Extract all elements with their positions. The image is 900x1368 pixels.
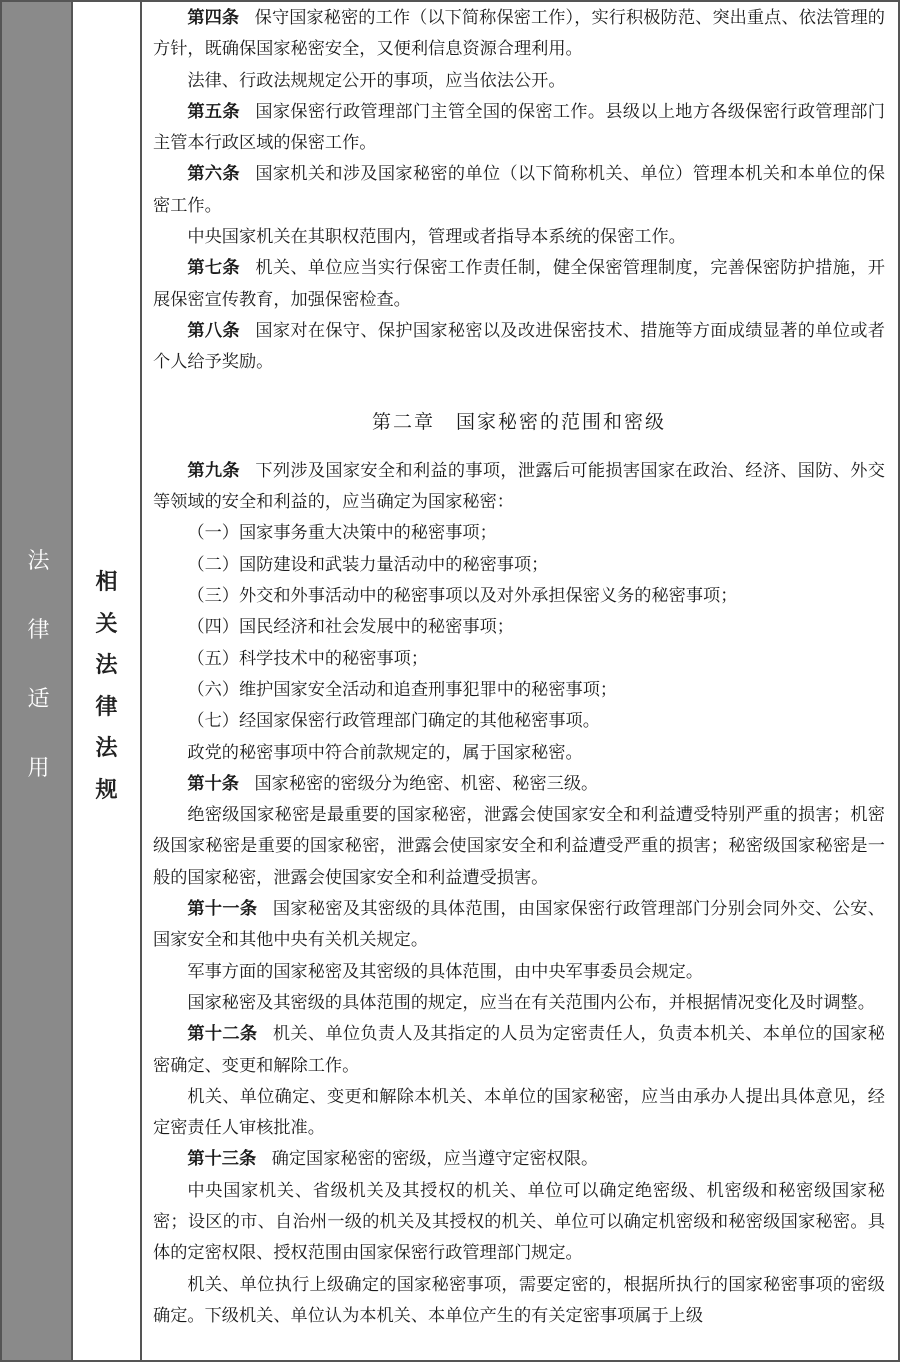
article-paragraph (153, 738, 885, 769)
subcategory-label (73, 565, 140, 814)
category-char: 律 (27, 618, 50, 643)
articles-after-chapter (153, 456, 885, 1332)
article-text: 中央国家机关在其职权范围内，管理或者指导本系统的保密工作。 (187, 227, 686, 248)
article-text: 国家对在保守、保护国家秘密以及改进保密技术、措施等方面成绩显著的单位或者个人给予奖励。 (153, 320, 885, 373)
article-paragraph (153, 1176, 885, 1270)
articles-before-chapter (153, 3, 885, 379)
article-number: 第六条 (187, 164, 240, 185)
article-paragraph (153, 1144, 885, 1175)
article-paragraph (153, 66, 885, 97)
category-label (2, 542, 75, 818)
article-text: 军事方面的国家秘密及其密级的具体范围，由中央军事委员会规定。 (187, 961, 704, 982)
article-paragraph (153, 957, 885, 988)
subcategory-char: 法 (95, 736, 118, 761)
article-paragraph (153, 550, 885, 581)
article-text: 国家秘密及其密级的具体范围，由国家保密行政管理部门分别会同外交、公安、国家安全和其他中央有关机关规定。 (153, 899, 885, 951)
subcategory-char: 法 (95, 653, 118, 678)
article-paragraph (153, 1270, 885, 1333)
article-number: 第九条 (187, 460, 240, 481)
article-text: 政党的秘密事项中符合前款规定的，属于国家秘密。 (187, 742, 583, 763)
article-text: 下列涉及国家安全和利益的事项，泄露后可能损害国家在政治、经济、国防、外交等领域的安全和利益的，应当确定为国家秘密： (153, 460, 885, 513)
article-paragraph (153, 159, 885, 222)
category-char: 用 (27, 756, 50, 781)
article-text: 法律、行政法规规定公开的事项，应当依法公开。 (187, 70, 566, 91)
article-text: 国家秘密的密级分为绝密、机密、秘密三级。 (254, 773, 599, 794)
article-text: （三）外交和外事活动中的秘密事项以及对外承担保密义务的秘密事项； (187, 586, 738, 607)
article-number: 第十三条 (187, 1149, 257, 1170)
article-paragraph (153, 894, 885, 957)
subcategory-char: 关 (95, 611, 118, 637)
article-paragraph (153, 706, 885, 737)
article-number: 第八条 (187, 320, 240, 341)
article-number: 第七条 (187, 258, 240, 279)
chapter-title: 第二章 国家秘密的范围和密级 (371, 410, 666, 433)
article-paragraph (153, 456, 885, 519)
article-text: 国家秘密及其密级的具体范围的规定，应当在有关范围内公布，并根据情况变化及时调整。 (187, 992, 875, 1013)
article-paragraph (153, 988, 885, 1019)
article-text: 绝密级国家秘密是最重要的国家秘密，泄露会使国家安全和利益遭受特别严重的损害；机密级国家秘密是重要的国家秘密，泄露会使国家安全和利益遭受严重的损害；秘密级国家秘密是一般的国家秘密，泄露会使国家安全和利益遭受损害。 (153, 805, 885, 888)
article-text: 确定国家秘密的密级，应当遵守定密权限。 (271, 1149, 599, 1170)
article-paragraph (153, 518, 885, 549)
article-text: 机关、单位执行上级确定的国家秘密事项，需要定密的，根据所执行的国家秘密事项的密级确定。下级机关、单位认为本机关、本单位产生的有关定密事项属于上级 (153, 1274, 885, 1326)
subcategory-char: 相 (95, 570, 118, 595)
article-number: 第四条 (187, 8, 240, 28)
article-text: （一）国家事务重大决策中的秘密事项； (187, 523, 497, 544)
subcategory-column (73, 0, 142, 1362)
article-paragraph (153, 316, 885, 379)
article-number: 第五条 (187, 101, 240, 122)
category-column (0, 0, 73, 1362)
article-number: 第十条 (187, 773, 239, 794)
article-text: 机关、单位应当实行保密工作责任制，健全保密管理制度，完善保密防护措施，开展保密宣传教育，加强保密检查。 (153, 258, 885, 310)
article-text: 国家保密行政管理部门主管全国的保密工作。县级以上地方各级保密行政管理部门主管本行政区域的保密工作。 (153, 101, 885, 154)
article-paragraph (153, 97, 885, 160)
article-paragraph (153, 1082, 885, 1145)
article-paragraph (153, 800, 885, 894)
article-text: 中央国家机关、省级机关及其授权的机关、单位可以确定绝密级、机密级和秘密级国家秘密；设区的市、自治州一级的机关及其授权的机关、单位可以确定机密级和秘密级国家秘密。具体的定密权限、授权范围由国家保密行政管理部门规定。 (153, 1180, 885, 1264)
article-paragraph (153, 612, 885, 643)
article-number: 第十一条 (187, 899, 258, 920)
article-text: 国家机关和涉及国家秘密的单位（以下简称机关、单位）管理本机关和本单位的保密工作。 (153, 164, 885, 216)
article-paragraph (153, 581, 885, 612)
article-paragraph (153, 3, 885, 66)
article-text: （五）科学技术中的秘密事项； (187, 648, 429, 669)
subcategory-char: 律 (95, 694, 118, 720)
article-paragraph (153, 769, 885, 800)
article-text: （六）维护国家安全活动和追查刑事犯罪中的秘密事项； (187, 679, 618, 700)
law-text (153, 3, 885, 1332)
article-paragraph (153, 1019, 885, 1082)
article-text: （七）经国家保密行政管理部门确定的其他秘密事项。 (187, 711, 600, 732)
article-number: 第十二条 (187, 1024, 258, 1045)
article-text: 机关、单位负责人及其指定的人员为定密责任人，负责本机关、本单位的国家秘密确定、变更和解除工作。 (153, 1024, 885, 1076)
article-text: 保守国家秘密的工作（以下简称保密工作），实行积极防范、突出重点、依法管理的方针，既确保国家秘密安全，又便利信息资源合理利用。 (153, 8, 885, 60)
subcategory-char: 规 (95, 777, 118, 803)
article-paragraph (153, 644, 885, 675)
category-char: 法 (27, 549, 50, 574)
article-text: （二）国防建设和武装力量活动中的秘密事项； (187, 554, 549, 575)
article-paragraph (153, 222, 885, 253)
article-paragraph (153, 253, 885, 316)
article-text: 机关、单位确定、变更和解除本机关、本单位的国家秘密，应当由承办人提出具体意见，经定密责任人审核批准。 (153, 1086, 885, 1139)
article-text: （四）国民经济和社会发展中的秘密事项； (187, 617, 514, 638)
article-paragraph (153, 675, 885, 706)
category-char: 适 (27, 687, 50, 712)
